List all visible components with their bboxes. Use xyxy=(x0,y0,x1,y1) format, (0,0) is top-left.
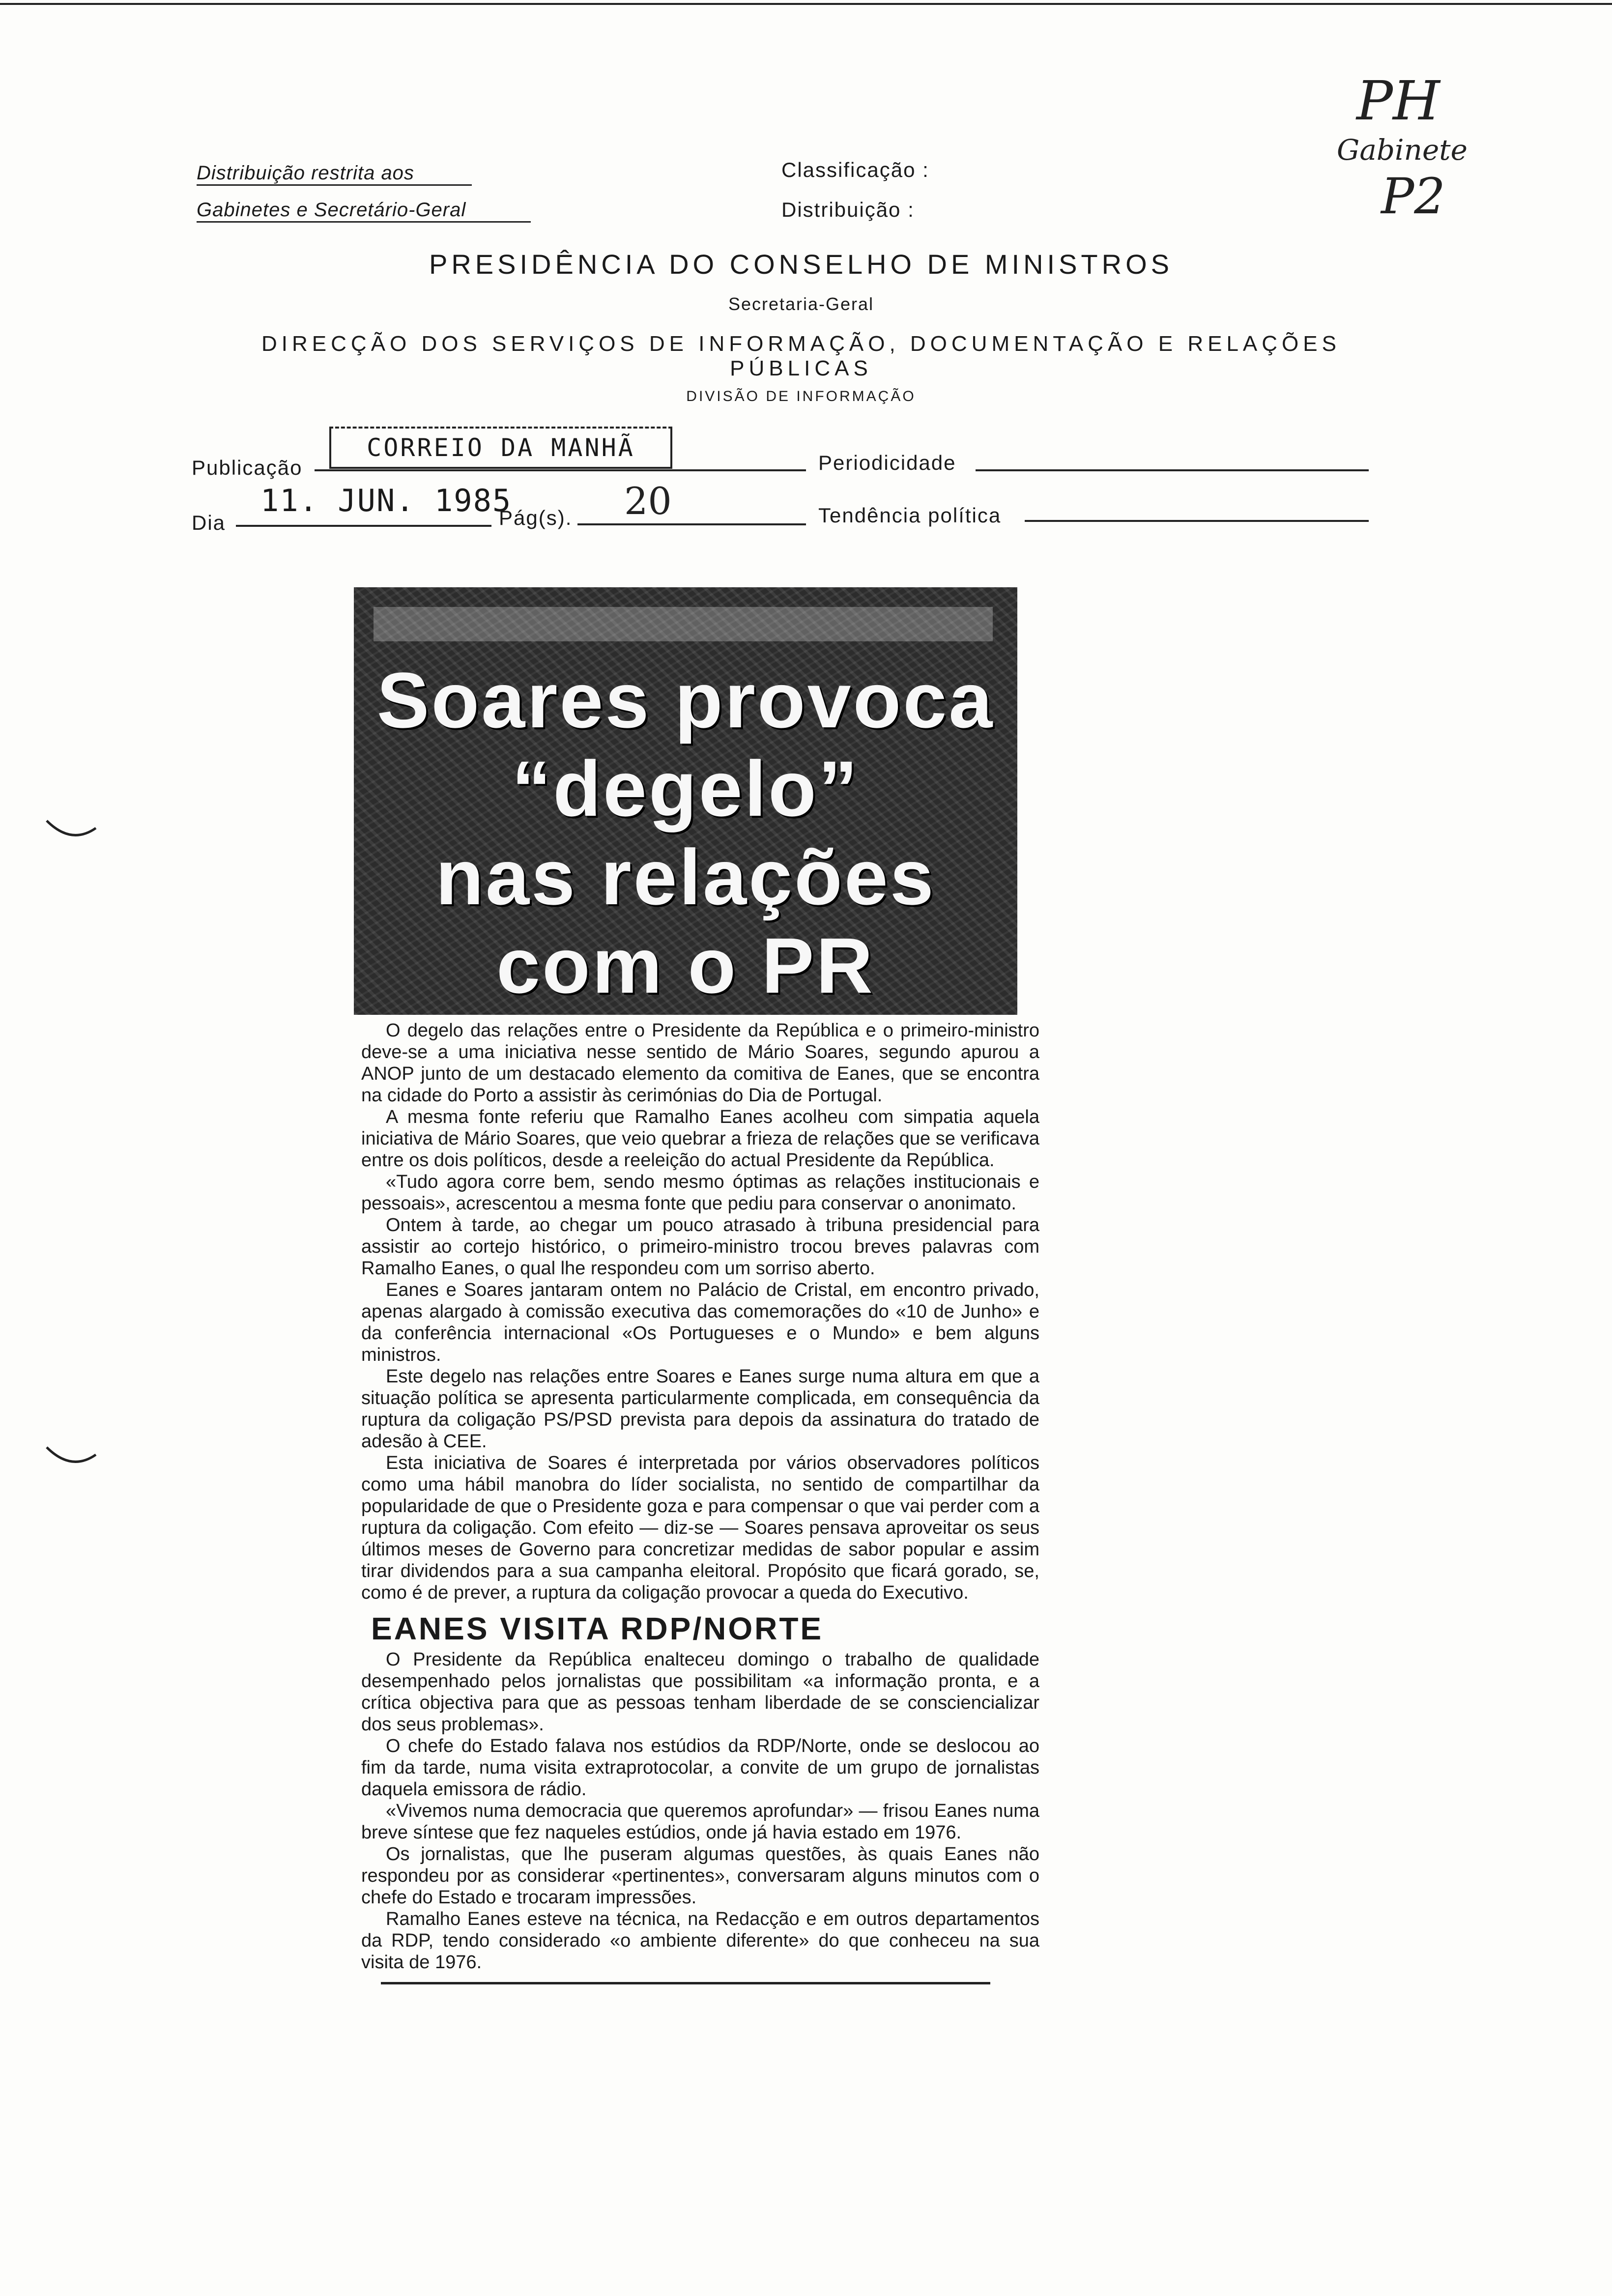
headline-box xyxy=(354,587,1017,1015)
article-paragraph: Este degelo nas relações entre Soares e Eanes surge numa altura em que a situação política se apresenta particularmente complicada, em consequência da ruptura da coligação PS/PSD prevista para depois da assinatura do tratado de adesão à CEE. xyxy=(361,1366,1039,1452)
annotation-line-1: PH xyxy=(1356,69,1440,132)
handwritten-annotation xyxy=(1337,69,1494,241)
headline-line-4: com o PR xyxy=(496,921,875,1009)
article-paragraph: «Tudo agora corre bem, sendo mesmo óptimas as relações institucionais e pessoais», acrescentou a mesma fonte que pediu para conservar o anonimato. xyxy=(361,1172,1039,1214)
punch-mark-1 xyxy=(44,816,98,845)
dia-value: 11. JUN. 1985 xyxy=(260,483,512,518)
distribution-line-2: Gabinetes e Secretário-Geral xyxy=(197,199,531,223)
divisao-label: DIVISÃO DE INFORMAÇÃO xyxy=(686,388,916,404)
direccao-title: DIRECÇÃO DOS SERVIÇOS DE INFORMAÇÃO, DOCUMENTAÇÃO E RELAÇÕES PÚBLICAS xyxy=(261,332,1341,380)
article-paragraph: O Presidente da República enalteceu domingo o trabalho de qualidade desempenhado pelos jornalistas que possibilitam «a informação pronta, e a crítica objectiva para que as pessoas tenham liberdade de se consciencializar dos seus problemas». xyxy=(361,1649,1039,1735)
distribution-line-1: Distribuição restrita aos xyxy=(197,162,472,186)
article-paragraph: O degelo das relações entre o Presidente da República e o primeiro-ministro deve-se a uma iniciativa nesse sentido de Mário Soares, segundo apurou a ANOP junto de um destacado elemento da comitiva de Eanes, que se encontra na cidade do Porto a assistir às cerimónias do Dia de Portugal. xyxy=(361,1020,1039,1106)
annotation-line-3: P2 xyxy=(1381,168,1445,225)
article-paragraph: «Vivemos numa democracia que queremos aprofundar» — frisou Eanes numa breve síntese que fez naqueles estúdios, onde já havia estado em 1976. xyxy=(361,1801,1039,1843)
tendencia-line xyxy=(1025,520,1369,522)
distribuicao-label: Distribuição : xyxy=(781,198,915,221)
article-paragraph: Ramalho Eanes esteve na técnica, na Redacção e em outros departamentos da RDP, tendo considerado «o ambiente diferente» do que conheceu na sua visita de 1976. xyxy=(361,1909,1039,1973)
pags-line xyxy=(577,523,806,525)
publicacao-label: Publicação xyxy=(192,456,303,479)
article-paragraph: Ontem à tarde, ao chegar um pouco atrasado à tribuna presidencial para assistir ao cortejo histórico, o primeiro-ministro trocou breves palavras com Ramalho Eanes, o qual lhe respondeu com um sorriso aberto. xyxy=(361,1215,1039,1279)
publicacao-stamp xyxy=(329,427,672,469)
pags-value: 20 xyxy=(624,479,672,523)
headline-line-3: nas relações xyxy=(435,833,936,921)
dia-label: Dia xyxy=(192,511,226,534)
article-paragraph: Esta iniciativa de Soares é interpretada por vários observadores políticos como uma hábil manobra do líder socialista, no sentido de compartilhar da popularidade de que o Presidente goza e para compensar o que vai perder com a ruptura da coligação. Com efeito — diz-se — Soares pensava aproveitar os seus últimos meses de Governo para concretizar medidas de sabor popular e assim tirar dividendos para a sua campanha eleitoral. Propósito que ficará gorado, se, como é de prever, a ruptura da coligação provocar a queda do Executivo. xyxy=(361,1453,1039,1603)
article-paragraph: A mesma fonte referiu que Ramalho Eanes acolheu com simpatia aquela iniciativa de Mário Soares, que veio quebrar a frieza de relações que se verificava entre os dois políticos, desde a reeleição do actual Presidente da República. xyxy=(361,1107,1039,1171)
headline-top-band xyxy=(374,607,993,641)
headline-line-1: Soares provoca xyxy=(376,656,995,744)
dia-line xyxy=(236,525,491,527)
top-border-line xyxy=(0,3,1612,5)
article-paragraph: Eanes e Soares jantaram ontem no Palácio de Cristal, em encontro privado, apenas alargado à comissão executiva das comemorações do «10 de Junho» e da conferência internacional «Os Portugueses e o Mundo» e bem alguns ministros. xyxy=(361,1280,1039,1365)
annotation-line-2: Gabinete xyxy=(1337,133,1468,167)
tendencia-label: Tendência política xyxy=(818,504,1002,527)
article-body xyxy=(361,1020,1039,1984)
article-end-rule xyxy=(381,1982,990,1984)
organization-title: PRESIDÊNCIA DO CONSELHO DE MINISTROS xyxy=(429,249,1173,280)
article-paragraph: O chefe do Estado falava nos estúdios da RDP/Norte, onde se deslocou ao fim da tarde, numa visita extraprotocolar, a convite de um grupo de jornalistas daquela emissora de rádio. xyxy=(361,1736,1039,1800)
headline-line-2: “degelo” xyxy=(512,745,860,832)
periodicidade-label: Periodicidade xyxy=(818,451,956,474)
classificacao-label: Classificação : xyxy=(781,158,929,181)
article-subheading: EANES VISITA RDP/NORTE xyxy=(371,1611,824,1646)
periodicidade-line xyxy=(976,469,1369,471)
punch-mark-2 xyxy=(44,1442,98,1472)
article-paragraph: Os jornalistas, que lhe puseram algumas questões, às quais Eanes não respondeu por as considerar «pertinentes», conversaram alguns minutos com o chefe do Estado e trocaram impressões. xyxy=(361,1844,1039,1908)
secretaria-label: Secretaria-Geral xyxy=(728,294,874,314)
pags-label: Pág(s). xyxy=(499,506,573,529)
publicacao-line xyxy=(315,469,806,471)
publicacao-value: CORREIO DA MANHÃ xyxy=(367,433,635,462)
